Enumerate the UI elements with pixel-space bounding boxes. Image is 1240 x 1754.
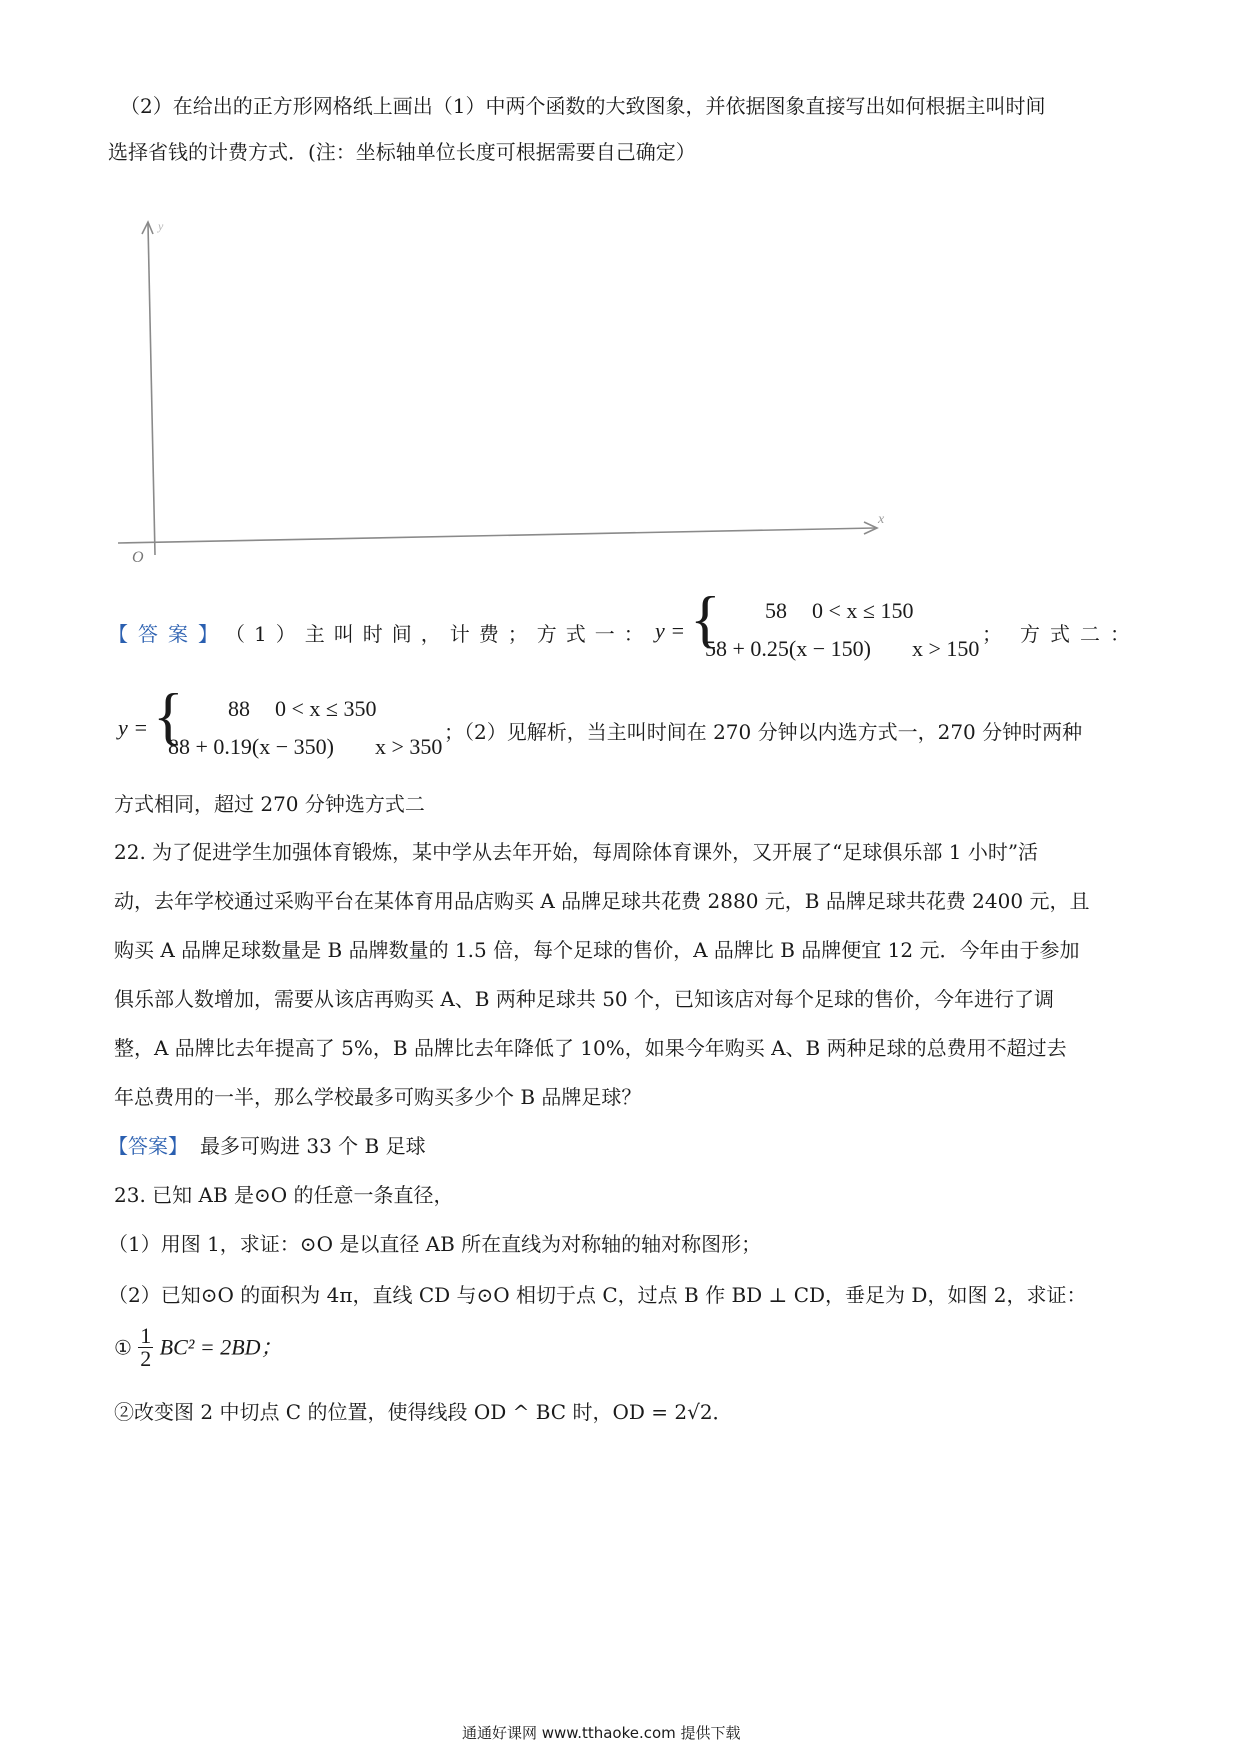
q21-part2-line1: （2）在给出的正方形网格纸上画出（1）中两个函数的大致图象，并依据图象直接写出如何根据主叫时间 <box>120 94 1046 118</box>
answer21-part2: ；（2）见解析，当主叫时间在 270 分钟以内选方式一，270 分钟时两种 <box>444 720 1083 744</box>
fraction-denominator: 2 <box>140 1346 152 1371</box>
x-axis-label: x <box>878 512 885 527</box>
method1-brace: { <box>690 583 721 654</box>
m2-case2-cond: x > 350 <box>375 734 443 759</box>
m2-case2-value: 88 + 0.19(x − 350) <box>168 734 334 759</box>
q23-part2: （2）已知⊙O 的面积为 4π，直线 CD 与⊙O 相切于点 C，过点 B 作 BD ⊥ CD，垂足为 D，如图 2，求证： <box>108 1283 1087 1307</box>
q23-item1 <box>114 1318 283 1376</box>
method2-brace: { <box>153 680 184 751</box>
m1-case1-value: 58 <box>765 598 787 623</box>
m2-case1-cond: 0 < x ≤ 350 <box>275 696 377 721</box>
origin-label: O <box>132 549 144 566</box>
answer21-part1: （1）主叫时间，计费；方式一： <box>225 622 653 646</box>
coordinate-axes <box>110 210 890 580</box>
q22-line-5: 整，A 品牌比去年提高了 5%，B 品牌比去年降低了 10%，如果今年购买 A、B 两种足球的总费用不超过去 <box>114 1036 1067 1060</box>
answer-tag-22: 【答案】 <box>108 1134 188 1158</box>
m2-case1-value: 88 <box>228 696 250 721</box>
item1-prefix: ① <box>114 1335 132 1360</box>
q22-line-6: 年总费用的一半，那么学校最多可购买多少个 B 品牌足球？ <box>114 1085 642 1109</box>
q21-part2-line2: 选择省钱的计费方式．(注：坐标轴单位长度可根据需要自己确定） <box>108 140 696 164</box>
q22-line-2: 动，去年学校通过采购平台在某体育用品店购买 A 品牌足球共花费 2880 元，B 品牌足球共花费 2400 元，且 <box>114 889 1090 913</box>
m1-case2-value: 58 + 0.25(x − 150) <box>705 636 871 661</box>
y-axis-label: y <box>158 219 164 233</box>
q22-line-1: 22. 为了促进学生加强体育锻炼，某中学从去年开始，每周除体育课外，又开展了“足球俱乐部 1 小时”活 <box>114 840 1039 864</box>
q22-line-3: 购买 A 品牌足球数量是 B 品牌数量的 1.5 倍，每个足球的售价，A 品牌比 B 品牌便宜 12 元．今年由于参加 <box>114 938 1080 962</box>
answer21-line3: 方式相同，超过 270 分钟选方式二 <box>114 792 425 816</box>
fraction-numerator: 1 <box>140 1323 152 1348</box>
m1-case1-cond: 0 < x ≤ 150 <box>812 598 914 623</box>
q23-part1: （1）用图 1，求证：⊙O 是以直径 AB 所在直线为对称轴的轴对称图形； <box>108 1232 762 1256</box>
answer-tag-21: 【答案】 <box>108 622 228 646</box>
page-footer: 通通好课网 www.tthaoke.com 提供下载 <box>462 1724 741 1742</box>
method1-y-eq: y = <box>655 618 686 643</box>
q23-item2: ②改变图 2 中切点 C 的位置，使得线段 OD ^ BC 时，OD = 2√2． <box>114 1400 733 1424</box>
item1-equation: BC² = 2BD； <box>159 1334 283 1360</box>
y-axis <box>148 224 155 555</box>
x-axis <box>118 528 875 543</box>
q23-stem: 23. 已知 AB 是⊙O 的任意一条直径， <box>114 1183 454 1207</box>
q22-line-4: 俱乐部人数增加，需要从该店再购买 A、B 两种足球共 50 个，已知该店对每个足球的售价，今年进行了调 <box>114 987 1055 1011</box>
m1-case2-cond: x > 150 <box>912 636 980 661</box>
method2-label: 方式二： <box>1020 622 1140 646</box>
answer22-text: 最多可购进 33 个 B 足球 <box>200 1134 426 1158</box>
method2-y-eq: y = <box>118 715 149 740</box>
fraction-one-half <box>138 1325 153 1370</box>
answer21-sep: ； <box>982 622 1002 646</box>
